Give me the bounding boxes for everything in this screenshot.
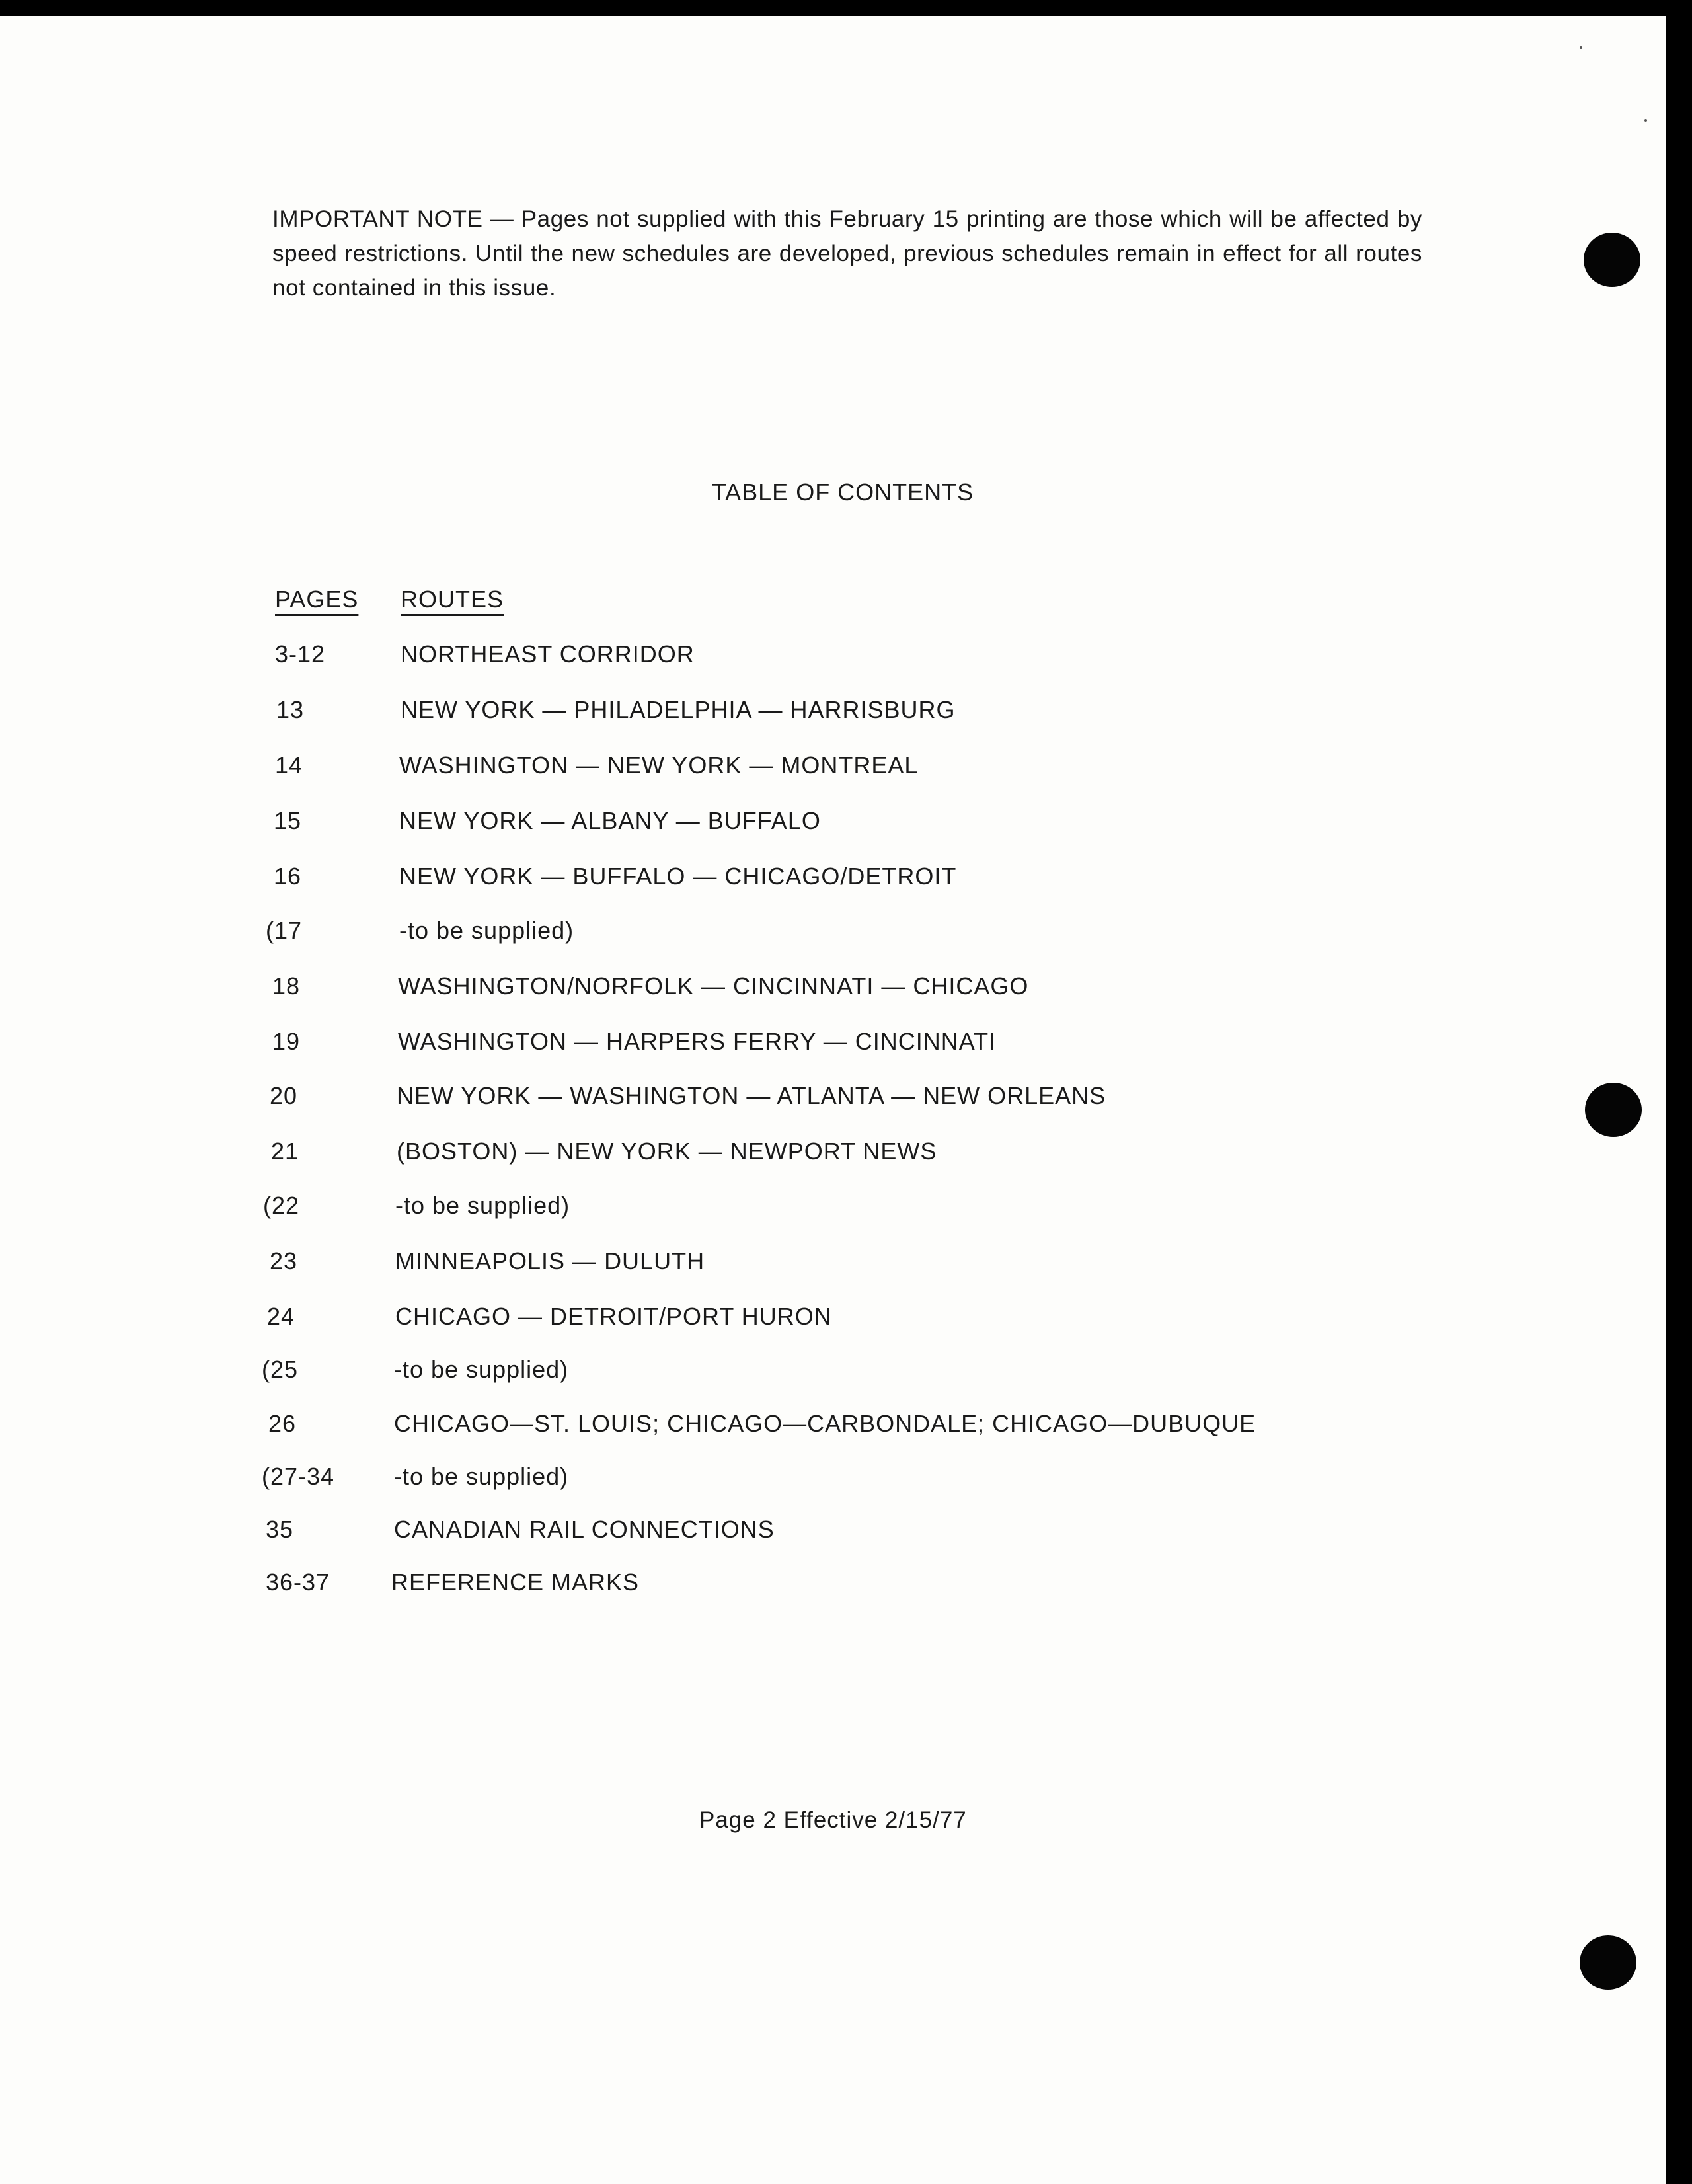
toc-route-name: NORTHEAST CORRIDOR <box>401 641 695 668</box>
toc-page-number: 26 <box>268 1410 297 1437</box>
toc-page-number: (22 <box>263 1192 300 1219</box>
toc-route-name: WASHINGTON/NORFOLK — CINCINNATI — CHICAGO <box>398 972 1029 999</box>
toc-route-name: -to be supplied) <box>394 1463 569 1490</box>
toc-route-name: NEW YORK — BUFFALO — CHICAGO/DETROIT <box>399 863 957 890</box>
toc-page-number: 18 <box>272 972 301 999</box>
toc-page-number: (17 <box>266 917 303 944</box>
toc-page-number: 21 <box>271 1138 299 1165</box>
toc-route-name: CANADIAN RAIL CONNECTIONS <box>394 1516 775 1543</box>
toc-route-name: (BOSTON) — NEW YORK — NEWPORT NEWS <box>397 1138 937 1165</box>
toc-route-name: CHICAGO—ST. LOUIS; CHICAGO—CARBONDALE; CHICAGO—DUBUQUE <box>394 1410 1256 1437</box>
toc-route-name: -to be supplied) <box>399 917 574 944</box>
toc-route-name: NEW YORK — ALBANY — BUFFALO <box>399 807 821 834</box>
toc-route-name: -to be supplied) <box>394 1356 569 1383</box>
toc-page-number: 36-37 <box>266 1569 330 1596</box>
toc-route-name: NEW YORK — WASHINGTON — ATLANTA — NEW ORLEANS <box>397 1082 1106 1109</box>
toc-route-name: REFERENCE MARKS <box>391 1569 640 1596</box>
toc-page-number: 16 <box>274 863 302 890</box>
toc-page-number: 3-12 <box>275 641 326 668</box>
pages-column-header: PAGES <box>275 586 359 613</box>
page-footer: Page 2 Effective 2/15/77 <box>699 1807 967 1833</box>
toc-route-name: -to be supplied) <box>395 1192 570 1219</box>
toc-page-number: (25 <box>262 1356 299 1383</box>
scan-speck <box>1644 119 1647 122</box>
toc-page-number: 15 <box>274 807 302 834</box>
toc-route-name: CHICAGO — DETROIT/PORT HURON <box>395 1303 832 1330</box>
document-page <box>0 16 1666 2184</box>
punch-hole-top <box>1584 233 1640 287</box>
toc-title: TABLE OF CONTENTS <box>711 479 974 506</box>
toc-route-name: WASHINGTON — HARPERS FERRY — CINCINNATI <box>398 1028 997 1055</box>
toc-page-number: 20 <box>270 1082 298 1109</box>
toc-route-name: WASHINGTON — NEW YORK — MONTREAL <box>399 752 919 779</box>
scan-speck <box>1580 46 1582 49</box>
punch-hole-bottom <box>1580 1935 1636 1990</box>
toc-route-name: MINNEAPOLIS — DULUTH <box>395 1247 705 1274</box>
toc-page-number: 23 <box>270 1247 298 1274</box>
toc-page-number: 24 <box>267 1303 295 1330</box>
toc-page-number: (27-34 <box>262 1463 335 1490</box>
toc-route-name: NEW YORK — PHILADELPHIA — HARRISBURG <box>401 696 956 723</box>
toc-page-number: 19 <box>272 1028 301 1055</box>
toc-page-number: 35 <box>266 1516 294 1543</box>
routes-column-header: ROUTES <box>401 586 504 613</box>
important-note: IMPORTANT NOTE — Pages not supplied with this February 15 printing are those which will be affected by speed restrictions. Until the new schedules are developed, previous schedules remain in effect for all routes not contained in this issue. <box>272 206 1422 301</box>
toc-page-number: 14 <box>275 752 303 779</box>
punch-hole-middle <box>1585 1083 1642 1137</box>
toc-page-number: 13 <box>276 696 305 723</box>
